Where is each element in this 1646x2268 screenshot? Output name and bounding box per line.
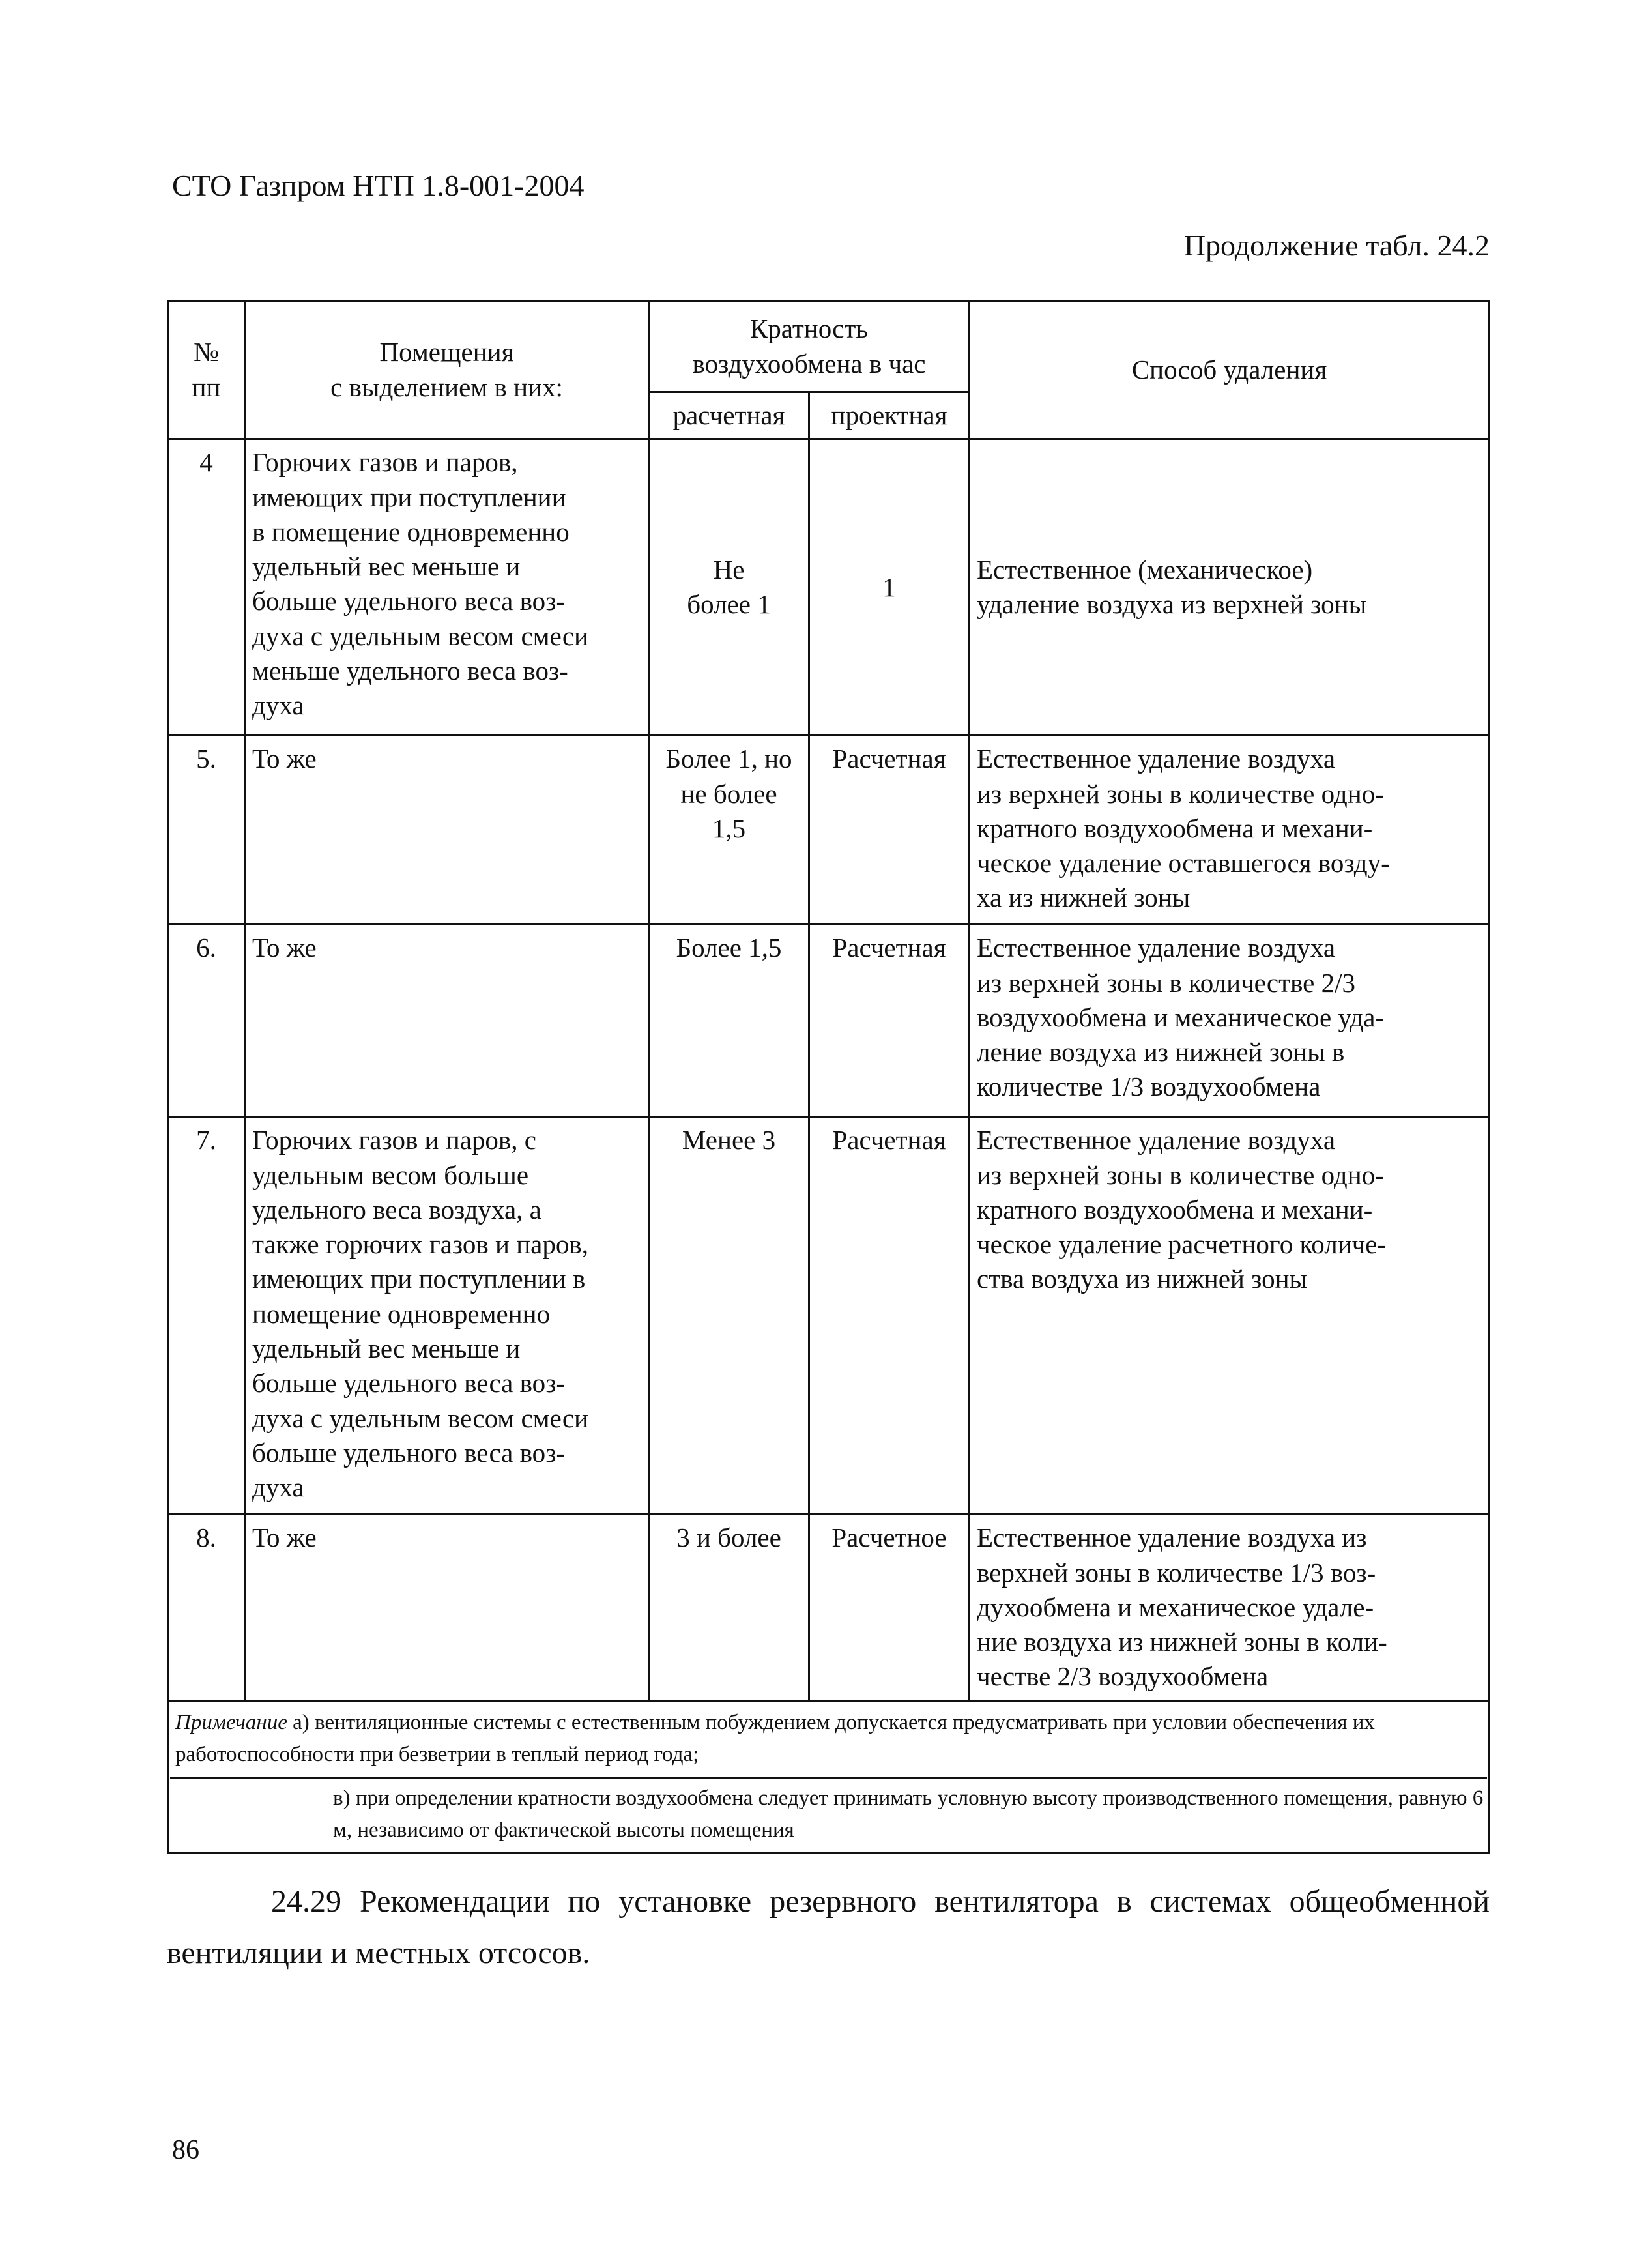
note-label: Примечание bbox=[175, 1710, 287, 1734]
row-method: Естественное удаление воздуха из верхней зоны в количестве одно- кратного воздухообмена и механи- ческое удаление оставшегося возду- ха из нижней зоны bbox=[970, 736, 1490, 925]
row-rate-proj: 1 bbox=[809, 439, 970, 736]
table-note-row bbox=[168, 1700, 1490, 1853]
row-rate-calc: Не более 1 bbox=[649, 439, 809, 736]
row-num: 8. bbox=[168, 1515, 245, 1700]
row-method: Естественное удаление воздуха из верхней зоны в количестве 1/3 воз- духообмена и механическое удале- ние воздуха из нижней зоны в коли- честве 2/3 воздухообмена bbox=[970, 1515, 1490, 1700]
row-rate-calc: Более 1,5 bbox=[649, 925, 809, 1117]
section-paragraph: 24.29 Рекомендации по установке резервного вентилятора в системах общеобменной вентиляции и местных отсосов. bbox=[167, 1884, 1490, 1971]
row-num: 7. bbox=[168, 1117, 245, 1515]
note-item-a: а) вентиляционные системы с естественным побуждением допускается предусматривать при условии обеспечения их работоспособности при безветрии в теплый период года; bbox=[175, 1710, 1375, 1767]
col-header-room: Помещения с выделением в них: bbox=[245, 301, 649, 439]
col-header-rate-calc: расчетная bbox=[649, 392, 809, 439]
note-item-b: в) при определении кратности воздухообмена следует принимать условную высоту производственного помещения, равную 6 м, независимо от фактической высоты помещения bbox=[170, 1777, 1487, 1847]
row-rate-calc: Менее 3 bbox=[649, 1117, 809, 1515]
row-num: 4 bbox=[168, 439, 245, 736]
row-rate-proj: Расчетная bbox=[809, 736, 970, 925]
row-rate-proj: Расчетное bbox=[809, 1515, 970, 1700]
row-num: 5. bbox=[168, 736, 245, 925]
row-room: Горючих газов и паров, с удельным весом больше удельного веса воздуха, а также горючих газов и паров, имеющих при поступлении в помещение одновременно удельный вес меньше и больше удельного веса воз- духа с удельным весом смеси больше удельного веса воз- духа bbox=[245, 1117, 649, 1515]
col-header-num: № пп bbox=[168, 301, 245, 439]
row-room: То же bbox=[245, 925, 649, 1117]
row-rate-proj: Расчетная bbox=[809, 1117, 970, 1515]
table-row bbox=[168, 925, 1490, 1117]
row-method: Естественное удаление воздуха из верхней зоны в количестве 2/3 воздухообмена и механическое уда- ление воздуха из нижней зоны в количестве 1/3 воздухообмена bbox=[970, 925, 1490, 1117]
col-header-rate: Кратность воздухообмена в час bbox=[649, 301, 970, 392]
row-rate-calc: Более 1, но не более 1,5 bbox=[649, 736, 809, 925]
ventilation-table bbox=[167, 300, 1490, 1854]
table-continuation-label: Продолжение табл. 24.2 bbox=[1183, 229, 1490, 262]
table-note bbox=[168, 1700, 1490, 1853]
table-row bbox=[168, 439, 1490, 736]
page-number: 86 bbox=[172, 2135, 199, 2165]
table-row bbox=[168, 736, 1490, 925]
row-method: Естественное удаление воздуха из верхней зоны в количестве одно- кратного воздухообмена и механи- ческое удаление расчетного количе- ства воздуха из нижней зоны bbox=[970, 1117, 1490, 1515]
row-method: Естественное (механическое) удаление воздуха из верхней зоны bbox=[970, 439, 1490, 736]
col-header-method: Способ удаления bbox=[970, 301, 1490, 439]
row-room: То же bbox=[245, 736, 649, 925]
row-rate-calc: 3 и более bbox=[649, 1515, 809, 1700]
row-room: Горючих газов и паров, имеющих при поступлении в помещение одновременно удельный вес меньше и больше удельного веса воз- духа с удельным весом смеси меньше удельного веса воз- духа bbox=[245, 439, 649, 736]
table-row bbox=[168, 1117, 1490, 1515]
document-code: СТО Газпром НТП 1.8-001-2004 bbox=[172, 169, 585, 202]
row-room: То же bbox=[245, 1515, 649, 1700]
row-rate-proj: Расчетная bbox=[809, 925, 970, 1117]
table-row bbox=[168, 1515, 1490, 1700]
col-header-rate-proj: проектная bbox=[809, 392, 970, 439]
row-num: 6. bbox=[168, 925, 245, 1117]
table-header-row bbox=[168, 301, 1490, 392]
